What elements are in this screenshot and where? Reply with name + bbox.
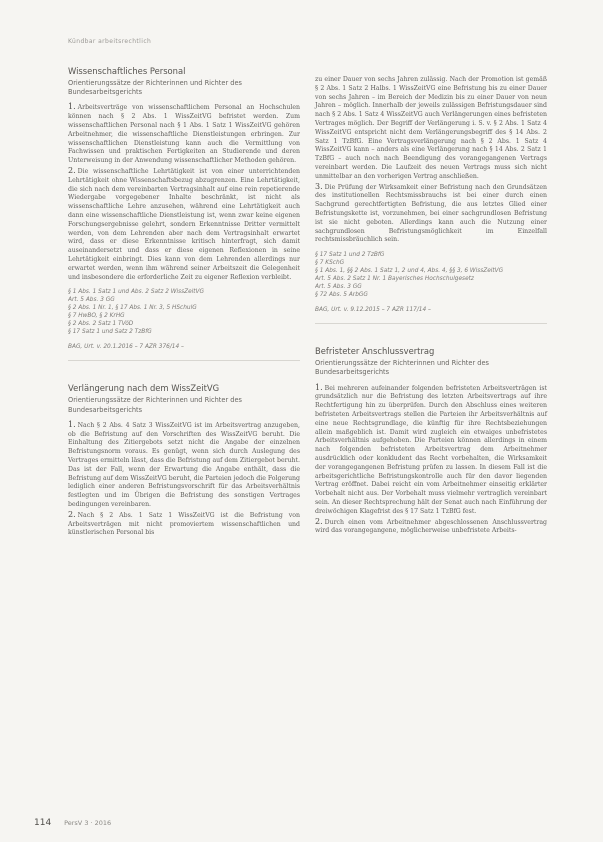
paragraph-number: 2.	[68, 165, 76, 175]
court-citation: BAG, Urt. v. 9.12.2015 – 7 AZR 117/14 –	[315, 307, 431, 314]
norm-references	[68, 288, 300, 336]
paragraph-1: 1. Arbeitsverträge von wissenschaftlichem Personal an Hochschulen können nach § 2 Abs. 1 WissZeitVG befristet werden. Zum wissenschaftlichen Personal nach § 1 Abs. 1 Satz 1 WissZeitVG gehören Arbeitnehmer, die wissenschaftliche Dienstleistungen erbringen. Zur wissenschaftlichen Dienstleistung kann auch die Vermittlung von Fachwissen und praktischen Fertigkeiten an Studierende und deren Unterweisung in der Anwendung wissenschaftlicher Methoden gehören.	[68, 102, 300, 165]
paragraph-3: 3. Die Prüfung der Wirksamkeit einer Befristung nach den Grundsätzen des institutionellen Rechtsmissbrauchs ist bei einer durch einen Sachgrund gerechtfertigten Befristung, die aus letztes Glied einer Befristungskette ist, vorzunehmen, bei einer sachgrundlosen Befristung ist sie nicht geboten. Allerdings kann auch die Nutzung einer sachgrundlosen Befristungsmöglichkeit im Einzelfall rechtsmissbräuchlich sein.	[315, 181, 547, 244]
section-subtitle: Orientierungssätze der Richterinnen und Richter des Bundesarbeitsgerichts	[68, 79, 242, 97]
section-subtitle: Orientierungssätze der Richterinnen und Richter des Bundesarbeitsgerichts	[315, 359, 489, 377]
running-header: Kündbar arbeitsrechtlich	[68, 38, 152, 45]
paragraph-continuation: zu einer Dauer von sechs Jahren zulässig. Nach der Promotion ist gemäß § 2 Abs. 1 Satz 2 Halbs. 1 WissZeitVG eine Befristung bis zu einer Dauer von sechs Jahren – im Bereich der Medizin bis zu einer Dauer von neun Jahren – möglich. Innerhalb der jeweils zulässigen Befristungsdauer sind nach § 2 Abs. 1 Satz 4 WissZeitVG auch Verlängerungen eines befristeten Vertrages möglich. Der Begriff der Verlängerung i. S. v. § 2 Abs. 1 Satz 4 WissZeitVG entspricht nicht dem Verlängerungsbegriff des § 14 Abs. 2 Satz 1 TzBfG. Eine Vertragsverlängerung nach § 2 Abs. 1 Satz 4 WissZeitVG kann – anders als eine Verlängerung nach § 14 Abs. 2 Satz 1 TzBfG – auch noch nach Beendigung des vorangegangenen Vertrags vereinbart werden. Die Laufzeit des neuen Vertrags muss sich nicht unmittelbar an den vorherigen Vertrag anschließen.	[315, 76, 547, 180]
page-number: 114	[34, 818, 52, 828]
norm-reference: § 7 KSchG	[315, 260, 345, 267]
section-divider	[68, 360, 300, 361]
right-column	[315, 76, 547, 537]
court-citation: BAG, Urt. v. 20.1.2016 – 7 AZR 376/14 –	[68, 344, 184, 351]
paragraph-number: 2.	[68, 509, 76, 519]
norm-reference: Art. 5 Abs. 3 GG	[315, 284, 362, 291]
norm-reference: Art. 5 Abs. 2 Satz 1 Nr. 1 Bayerisches Hochschulgesetz	[315, 276, 474, 283]
paragraph-1: 1. Bei mehreren aufeinander folgenden befristeten Arbeitsverträgen ist grundsätzlich nur die Befristung des letzten Arbeitsvertrags auf ihre Rechtfertigung hin zu überprüfen. Durch den Abschluss eines weiteren befristeten Arbeitsvertrags stellen die Parteien ihr Arbeitsverhältnis auf eine neue Rechtsgrundlage, die künftig für ihre Rechtsbeziehungen allein maßgeblich ist. Damit wird zugleich ein etwaiges unbefristetes Arbeitsverhältnis aufgehoben. Die Parteien können allerdings in einem nach folgenden befristeten Arbeitsvertrag dem Arbeitnehmer ausdrücklich oder konkludent das Recht vorbehalten, die Wirksamkeit der vorangegangenen Befristung prüfen zu lassen. In diesem Fall ist die arbeitsgerichtliche Befristungskontrolle auch für den davor liegenden Vertrag eröffnet. Dabei reicht ein vom Arbeitnehmer einseitig erklärter Vorbehalt nicht aus. Der Vorbehalt muss vielmehr vertraglich vereinbart sein. An dieser Rechtsprechung hält der Senat auch nach Einführung der dreiwöchigen Klagefrist des § 17 Satz 1 TzBfG fest.	[315, 382, 547, 515]
journal-issue: PersV 3 · 2016	[64, 819, 112, 827]
page-footer	[34, 818, 111, 828]
norm-reference: § 2 Abs. 1 Nr. 1, § 17 Abs. 1 Nr. 3, 5 HSchulG	[68, 305, 197, 312]
norm-references	[315, 251, 547, 299]
paragraph-2: 2. Nach § 2 Abs. 1 Satz 1 WissZeitVG ist die Befristung von Arbeitsverträgen mit nicht promoviertem wissenschaftlichen und künstlerischen Personal bis	[68, 509, 300, 537]
paragraph-number: 1.	[68, 419, 76, 429]
norm-reference: § 2 Abs. 2 Satz 1 TVöD	[68, 321, 134, 328]
norm-reference: § 72 Abs. 5 ArbGG	[315, 292, 368, 299]
section-title: Verlängerung nach dem WissZeitVG	[68, 383, 220, 394]
paragraph-number: 3.	[315, 181, 323, 191]
paragraph-2: 2. Die wissenschaftliche Lehrtätigkeit ist von einer unterrichtenden Lehrtätigkeit ohne Wissenschaftsbezug abzugrenzen. Eine Lehrtätigkeit, die sich nach dem vereinbarten Vertragsinhalt auf eine rein repetierende Wiedergabe vorgegebener Inhalte beschränkt, ist nicht als wissenschaftliche Lehre anzusehen, während eine Lehrtätigkeit auch dann eine wissenschaftliche Dienstleistung ist, wenn zwar keine eigenen Forschungsergebnisse gelehrt, sondern Erkenntnisse Dritter vermittelt werden, von dem Lehrenden aber nach dem Vertragsinhalt erwartet wird, dass er diese Erkenntnisse kritisch hinterfragt, sich damit auseinandersetzt und dass er diese eigenen Reflexionen in seine Lehrtätigkeit einbringt. Dies kann von dem Lehrenden allerdings nur erwartet werden, wenn ihm während seiner Arbeitszeit die Gelegenheit und insbesondere die erforderliche Zeit zu eigener Reflexion verbleibt.	[68, 165, 300, 281]
left-column	[68, 66, 300, 539]
norm-reference: § 1 Abs. 1, §§ 2 Abs. 1 Satz 1, 2 und 4, Abs. 4, §§ 3, 6 WissZeitVG	[315, 268, 504, 275]
paragraph-number: 1.	[68, 102, 76, 112]
paragraph-number: 1.	[315, 382, 323, 392]
norm-reference: Art. 5 Abs. 3 GG	[68, 297, 115, 304]
section-subtitle: Orientierungssätze der Richterinnen und Richter des Bundesarbeitsgerichts	[68, 396, 242, 414]
section-divider	[315, 323, 547, 324]
paragraph-number: 2.	[315, 516, 323, 526]
norm-reference: § 1 Abs. 1 Satz 1 und Abs. 2 Satz 2 WissZeitVG	[68, 289, 205, 296]
norm-reference: § 17 Satz 1 und Satz 2 TzBfG	[68, 329, 152, 336]
paragraph-2: 2. Durch einen vom Arbeitnehmer abgeschlossenen Anschlussvertrag wird das vorangegangene, möglicherweise unbefristete Arbeits-	[315, 516, 547, 535]
section-title: Wissenschaftliches Personal	[68, 66, 186, 76]
paragraph-1: 1. Nach § 2 Abs. 4 Satz 3 WissZeitVG ist im Arbeitsvertrag anzugeben, ob die Befristung auf den Vorschriften des WissZeitVG beruht. Die Einhaltung des Zitiergebots setzt nicht die Angabe der einzelnen Befristungsnorm voraus. Es genügt, wenn sich durch Auslegung des Vertrages ermitteln lässt, dass die Befristung auf dem Zitiergebot beruht. Das ist der Fall, wenn der Erwartung die Angabe enthält, dass die Befristung auf dem WissZeitVG beruht, die Parteien jedoch die Folgerung lediglich einer anderen Befristungsvorschrift für das Arbeitsverhältnis festlegten und im Übrigen die Befristung des sonstigen Vertrages bedingungen vereinbaren.	[68, 419, 300, 508]
norm-reference: § 7 HwBO, § 2 KrHG	[68, 313, 125, 320]
norm-reference: § 17 Satz 1 und 2 TzBfG	[315, 252, 385, 259]
section-title: Befristeter Anschlussvertrag	[315, 346, 435, 357]
